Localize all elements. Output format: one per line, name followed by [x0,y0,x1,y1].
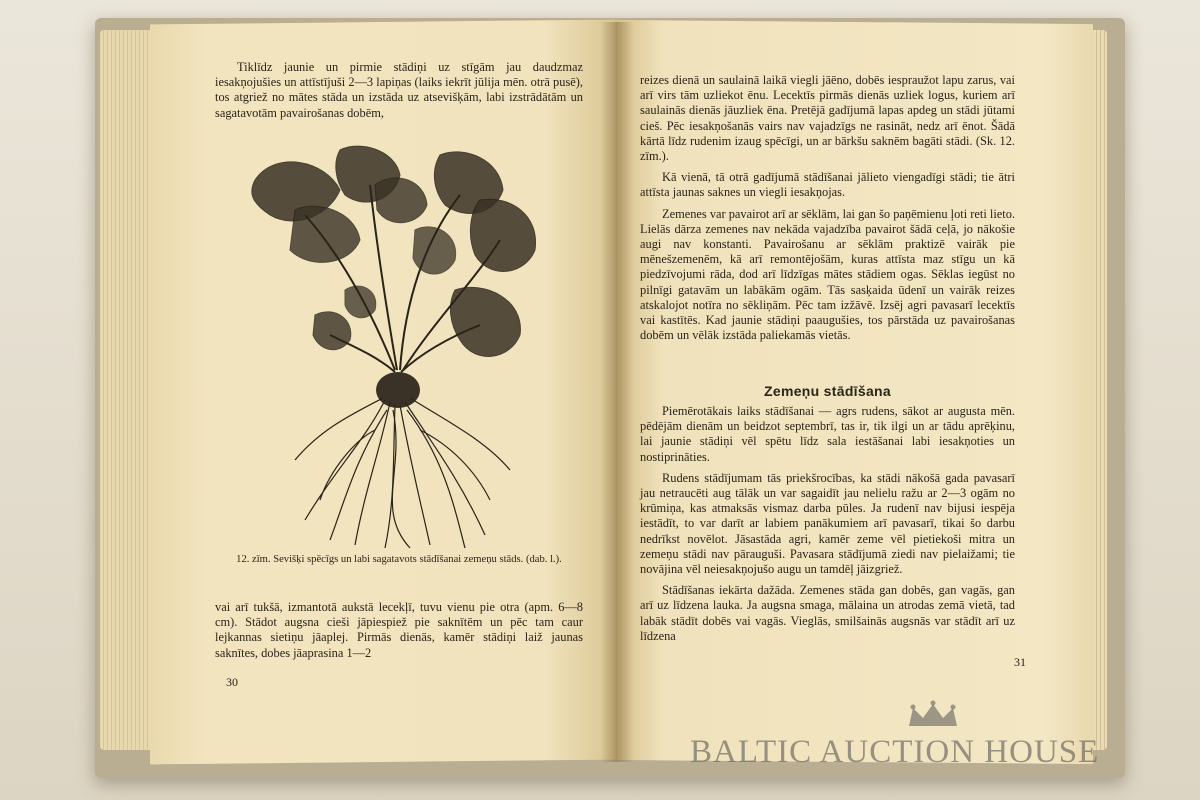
section-heading: Zemeņu stādīšana [764,383,891,399]
paragraph: vai arī tukšā, izmantotā aukstā lecekļī, tuvu vienu pie otra (apm. 6—8 cm). Stādot augsna cieši jāpiespiež pie saknītēm un pēc tam caur lejkannas sietiņu jāaplej. Pirmās dienās, kamēr stādiņi laiž jaunas saknītes, dobes jāaprasina 1—2 [215,600,583,660]
paragraph: reizes dienā un saulainā laikā viegli jāēno, dobēs iespraužot lapu zarus, vai arī virs tām uzliekot ēnu. Lecektīs pirmās dienās uzliek logus, kuriem arī saulainās dienās jāuzliek ēna. Pretējā gadījumā lapas apdeg un stādi jūtami cieš. Pēc iesakņošanās vairs nav vajadzīgs ne rasināt, nedz arī ēnot. Šādā kārtā līdz rudenim izaug spēcīgi, un ar bārkšu saknēm bagāti stādi. (Sk. 12. zīm.). [640,73,1015,164]
crown-icon [905,700,961,730]
paragraph: Piemērotākais laiks stādīšanai — agrs rudens, sākot ar augusta mēn. pēdējām dienām un beidzot septembrī, tas ir, tik ilgi un ar tādu aprēķinu, lai jaunie stādiņi vēl spētu līdz sala iestāšanai labi iesakņoties un nostiprināties. [640,404,1015,464]
book-gutter [600,22,634,762]
right-page-top-text [640,73,1015,349]
figure-caption: 12. zīm. Sevišķi spēcīgs un labi sagatavots stādīšanai zemeņu stāds. (dab. l.). [236,554,562,565]
page-number-right: 31 [1014,655,1026,669]
paragraph: Zemenes var pavairot arī ar sēklām, lai gan šo paņēmienu ļoti reti lieto. Lielās dārza zemenes nav nekāda vajadzība pavairot šādā ceļā, jo nākošie augi nav konstanti. Pavairošanu ar sēklām praktizē vairāk pie mēnešzemenēm, kā arī remontējošām, kuras attīsta maz stīgu un kā piedzīvojumi rāda, dod arī līdzīgas mātes stādiem ogas. Sēklas iegūst no pilnīgi gatavām un labākām ogām. Tās sasķaida ūdenī un vairāk reizes atskalojot notīra no sēkliņām. Pēc tam izžāvē. Izsēj agri pavasarī lecektīs vai kastītēs. Kad jaunie stādiņi paaugušies, tos pārstāda uz pavairošanas dobēm un vēlāk izstāda paliekamās vietās. [640,206,1016,343]
left-page-top-text [215,60,583,127]
strawberry-plant-illustration [235,140,565,550]
right-page-lower-text [640,404,1015,650]
page-number-left: 30 [226,675,238,689]
paragraph: Tiklīdz jaunie un pirmie stādiņi uz stīgām jau daudzmaz iesakņojušies un attīstījuši 2—3 lapiņas (laiks iekrīt jūlija mēn. otrā pusē), tos atgriež no mātes stāda un izstāda uz atsevišķām, labi izstrādātām un sagatavotām pavairošanas dobēm, [215,60,583,120]
left-page-bottom-text [215,600,583,667]
paragraph: Stādīšanas iekārta dažāda. Zemenes stāda gan dobēs, gan vagās, gan arī uz līdzena lauka. Ja augsna smaga, mālaina un atrodas zemā vietā, tad labāk stādīt dobēs vai vagās. Vieglās, smilšainās augsnās var stādīt arī uz līdzena [640,583,1015,643]
paragraph: Kā vienā, tā otrā gadījumā stādīšanai jālieto viengadīgi stādi; tie ātri attīsta jaunas saknes un viegli iesakņojas. [640,170,1015,200]
paragraph: Rudens stādījumam tās priekšrocības, ka stādi nākošā gada pavasarī jau netraucēti aug tālāk un var sagaidīt jau nelielu ražu ar 2—3 ogām no krūmiņa, kas atmaksās vismaz darba pūles. Ja rudenī nav bijusi iespēja iestādīt, to var darīt ar labiem panākumiem arī pavasarī, tikai šo darbu nedrīkst novēlot. Jāsastāda agri, kamēr zeme vēl pietiekoši mitra un zemeņu stādi nav pārauguši. Pavasara stādījumā ziedi nav pielaižami; tie novājina vēl neiesakņojušo augu un tamdēļ jāizgriež. [640,470,1015,577]
watermark-text: BALTIC AUCTION HOUSE [690,734,1100,770]
